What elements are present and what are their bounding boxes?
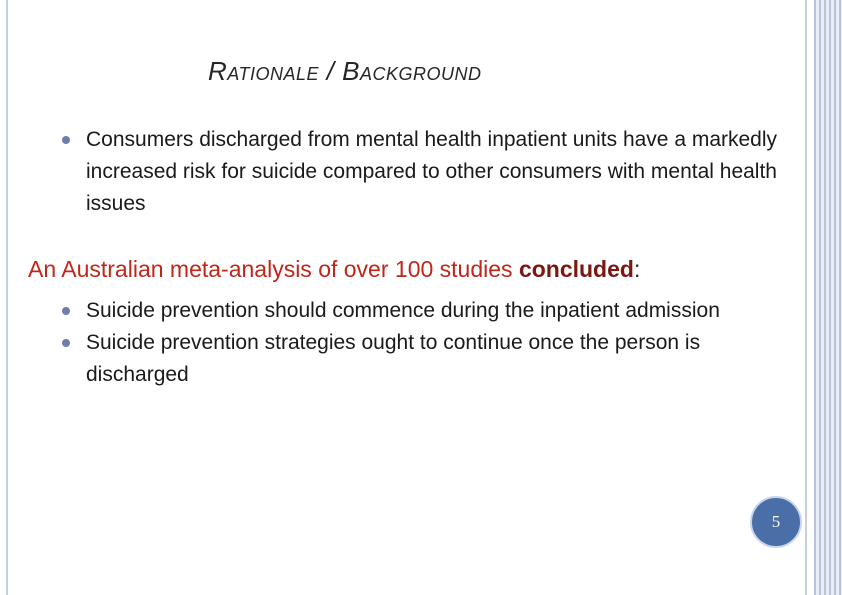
bullet-dot-icon <box>62 339 70 347</box>
decorative-stripes <box>814 0 842 595</box>
bullet-text: Consumers discharged from mental health inpatient units have a markedly increased risk for suicide compared to other consumers with mental health issues <box>86 128 778 215</box>
sub-heading <box>28 256 640 283</box>
slide-title: Rationale / Background <box>208 56 482 86</box>
sub-heading-text: An Australian meta-analysis of over 100 studies <box>28 256 519 282</box>
bullet-text: Suicide prevention should commence during the inpatient admission <box>86 299 720 322</box>
bullet-list-bottom <box>62 295 797 391</box>
sub-heading-emphasis: concluded <box>518 256 634 282</box>
bullet-text: Suicide prevention strategies ought to continue once the person is discharged <box>86 331 701 386</box>
bullet-dot-icon <box>62 307 70 315</box>
bullet-list-top <box>62 124 782 220</box>
slide-frame-left-border <box>6 0 8 595</box>
bullet-dot-icon <box>62 136 70 144</box>
page-number-badge: 5 <box>750 496 802 548</box>
bullet-item <box>62 124 782 220</box>
bullet-item <box>62 327 797 391</box>
slide-frame-right-border <box>805 0 807 595</box>
bullet-item <box>62 295 797 327</box>
sub-heading-colon: : <box>633 256 641 282</box>
